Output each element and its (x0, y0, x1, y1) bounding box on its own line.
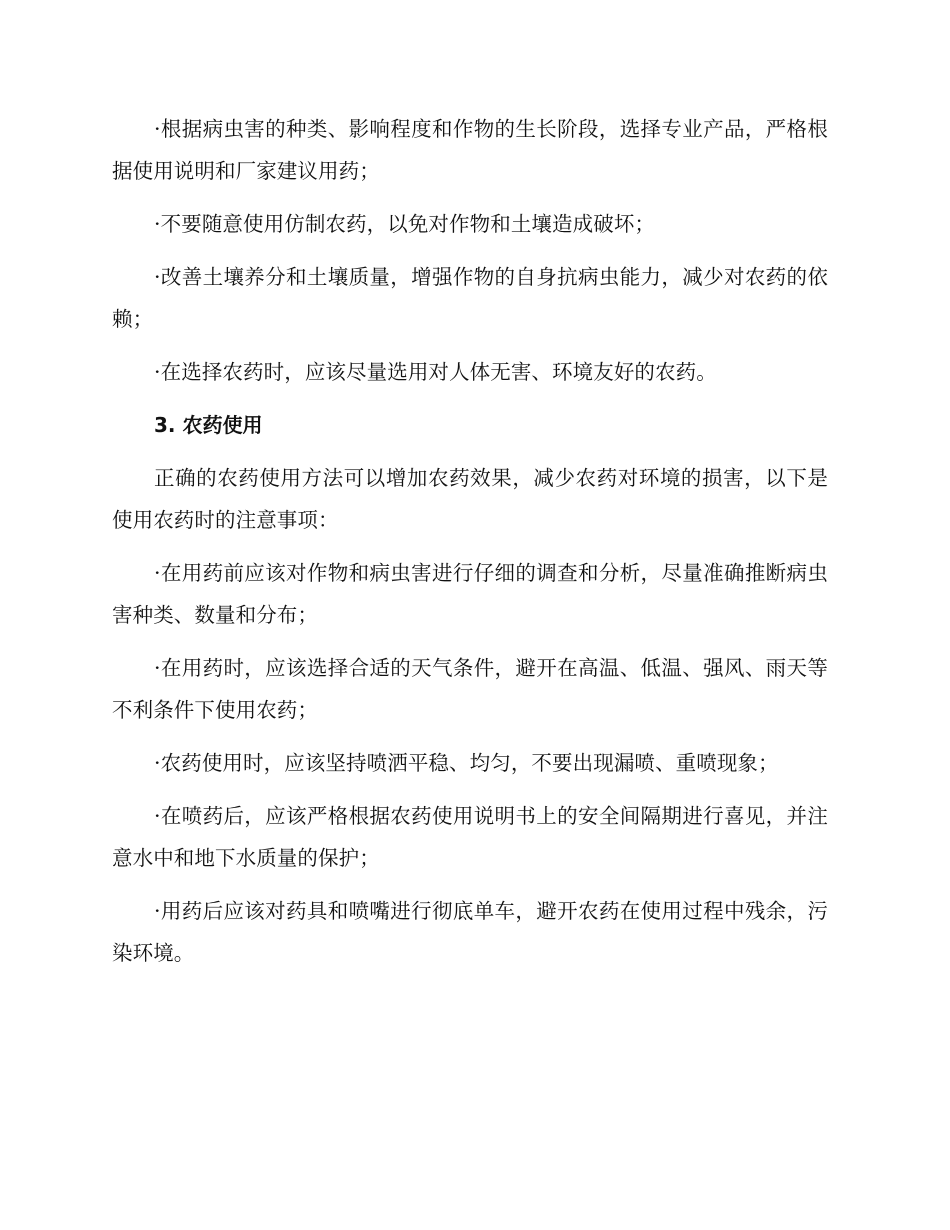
bullet-paragraph: ·在用药前应该对作物和病虫害进行仔细的调查和分析，尽量准确推断病虫害种类、数量和分布； (112, 561, 828, 627)
bullet-paragraph: ·改善土壤养分和土壤质量，增强作物的自身抗病虫能力，减少对农药的依赖； (112, 265, 828, 331)
bullet-paragraph: ·根据病虫害的种类、影响程度和作物的生长阶段，选择专业产品，严格根据使用说明和厂家建议用药； (112, 117, 828, 183)
bullet-paragraph: ·在选择农药时，应该尽量选用对人体无害、环境友好的农药。 (154, 360, 717, 384)
bullet-paragraph: ·在用药时，应该选择合适的天气条件，避开在高温、低温、强风、雨天等不利条件下使用农药； (112, 656, 828, 722)
section-heading: 3. 农药使用 (154, 413, 263, 437)
document-body (112, 108, 828, 974)
bullet-paragraph: ·农药使用时，应该坚持喷洒平稳、均匀，不要出现漏喷、重喷现象； (154, 751, 779, 775)
bullet-paragraph: ·不要随意使用仿制农药，以免对作物和土壤造成破坏； (154, 212, 656, 236)
bullet-paragraph: ·用药后应该对药具和喷嘴进行彻底单车，避开农药在使用过程中残余，污染环境。 (112, 899, 828, 965)
section-intro-paragraph: 正确的农药使用方法可以增加农药效果，减少农药对环境的损害，以下是使用农药时的注意事项： (112, 466, 828, 532)
bullet-paragraph: ·在喷药后，应该严格根据农药使用说明书上的安全间隔期进行喜见，并注意水中和地下水质量的保护； (112, 804, 828, 870)
